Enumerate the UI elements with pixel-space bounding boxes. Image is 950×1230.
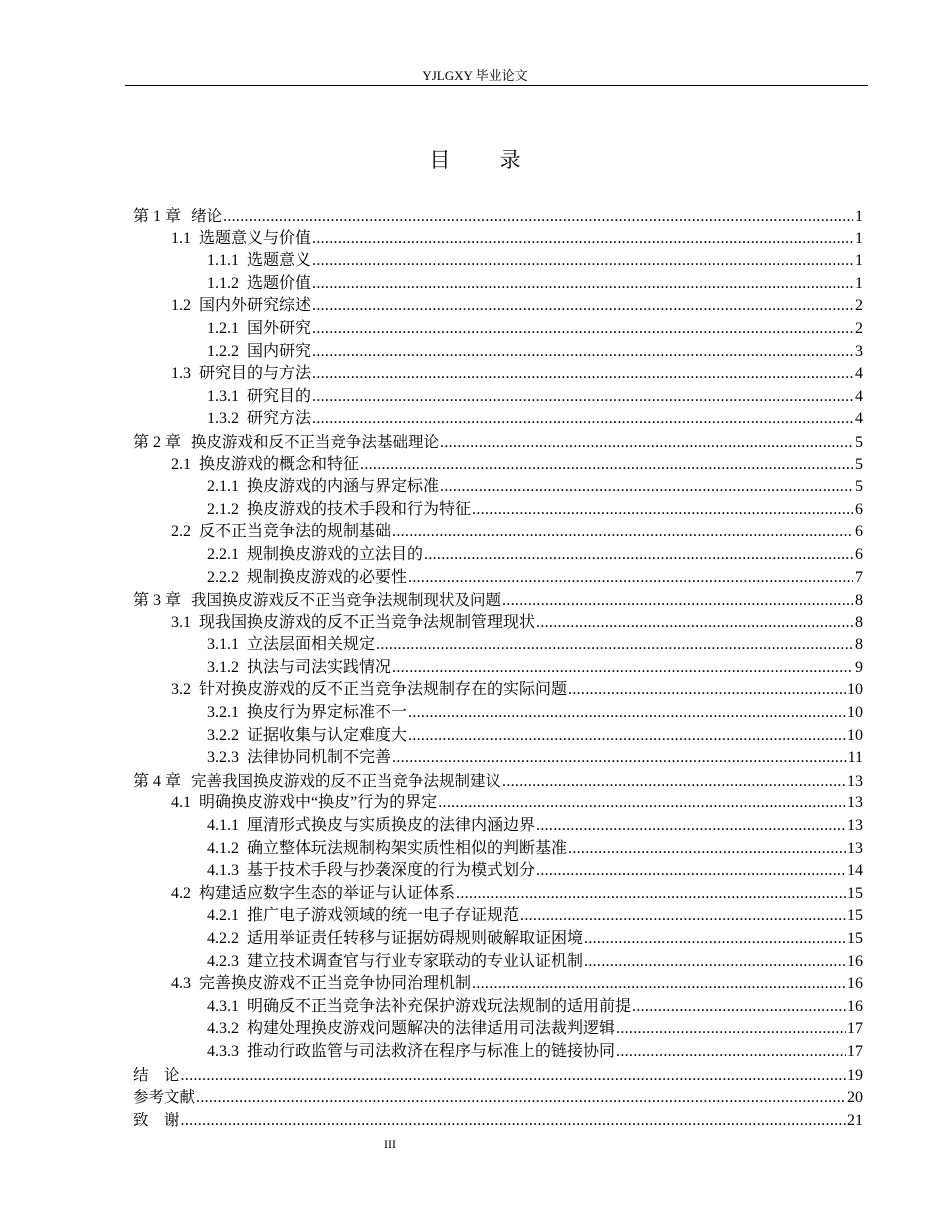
- toc-dot-leader: [440, 476, 853, 499]
- toc-dot-leader: [312, 318, 853, 341]
- toc-entry-title: 选题价值: [247, 274, 312, 292]
- toc-entry[interactable]: [133, 318, 863, 341]
- toc-entry[interactable]: [133, 612, 863, 635]
- toc-entry-title: 反不正当竞争法的规制基础: [199, 523, 392, 541]
- toc-dot-leader: [360, 454, 853, 477]
- toc-dot-leader: [472, 499, 853, 522]
- toc-entry-page: 1: [855, 252, 863, 270]
- toc-dot-leader: [536, 612, 853, 635]
- toc-entry-number: 4.1.1: [207, 817, 239, 835]
- toc-entry[interactable]: [133, 1018, 863, 1041]
- toc-entry-number: 3.2.1: [207, 704, 239, 722]
- toc-entry[interactable]: [133, 386, 863, 409]
- toc-dot-leader: [568, 838, 846, 861]
- toc-dot-leader: [502, 590, 853, 613]
- toc-entry[interactable]: [133, 725, 863, 748]
- toc-entry[interactable]: [133, 747, 863, 770]
- toc-dot-leader: [392, 747, 847, 770]
- toc-entry-page: 4: [855, 365, 863, 383]
- toc-entry[interactable]: [133, 951, 863, 974]
- toc-entry-page: 2: [855, 319, 863, 337]
- toc-dot-leader: [584, 928, 846, 951]
- toc-dot-leader: [181, 1065, 846, 1088]
- toc-entry[interactable]: [133, 408, 863, 431]
- toc-entry-page: 13: [847, 794, 863, 812]
- toc-entry[interactable]: [133, 521, 863, 544]
- toc-entry-page: 2: [855, 297, 863, 315]
- toc-entry-title: 构建适应数字生态的举证与认证体系: [199, 884, 456, 902]
- toc-entry-number: 2.2: [171, 523, 191, 541]
- toc-entry[interactable]: [133, 567, 863, 590]
- toc-entry-title: 推广电子游戏领域的统一电子存证规范: [247, 907, 520, 925]
- toc-entry-title: 厘清形式换皮与实质换皮的法律内涵边界: [247, 817, 536, 835]
- toc-entry-page: 15: [847, 930, 863, 947]
- toc-entry-number: 2.1: [171, 455, 191, 473]
- toc-entry-title: 基于技术手段与抄袭深度的行为模式划分: [247, 862, 536, 880]
- toc-entry[interactable]: [133, 792, 863, 815]
- toc-entry-title: 绪论: [191, 207, 223, 225]
- toc-dot-leader: [440, 432, 853, 455]
- toc-entry-page: 1: [855, 208, 863, 225]
- toc-entry-page: 8: [855, 592, 863, 610]
- toc-entry-number: 1.3.1: [207, 387, 239, 405]
- toc-entry-title: 参考文献: [133, 1088, 196, 1107]
- toc-dot-leader: [536, 815, 846, 838]
- toc-entry-title: 确立整体玩法规制构架实质性相似的判断基准: [247, 839, 568, 857]
- toc-entry-number: 3.1.1: [207, 636, 239, 654]
- toc-entry-page: 10: [847, 681, 863, 699]
- toc-dot-leader: [181, 1110, 846, 1133]
- toc-dot-leader: [223, 206, 853, 229]
- toc-entry-title: 换皮游戏的内涵与界定标准: [247, 478, 440, 496]
- toc-entry[interactable]: [133, 702, 863, 725]
- toc-dot-leader: [632, 996, 846, 1019]
- toc-entry[interactable]: [133, 228, 863, 251]
- toc-entry-page: 19: [847, 1066, 863, 1084]
- toc-entry-title: 针对换皮游戏的反不正当竞争法规制存在的实际问题: [199, 681, 568, 699]
- toc-dot-leader: [312, 386, 853, 409]
- toc-entry-page: 17: [847, 1020, 863, 1038]
- toc-dot-leader: [312, 228, 853, 251]
- toc-entry-title: 换皮游戏和反不正当竞争法基础理论: [191, 432, 440, 451]
- toc-dot-leader: [438, 792, 846, 815]
- toc-entry-number: 4.2: [171, 884, 191, 902]
- toc-entry-number: 1.1.1: [207, 252, 239, 270]
- toc-entry-number: 4.1: [171, 794, 191, 812]
- toc-entry[interactable]: [133, 250, 863, 273]
- toc-entry[interactable]: [133, 341, 863, 364]
- toc-entry-title: 规制换皮游戏的立法目的: [247, 545, 424, 563]
- toc-entry-title: 国内外研究综述: [199, 297, 312, 315]
- toc-dot-leader: [408, 702, 846, 725]
- toc-dot-leader: [312, 273, 853, 296]
- toc-entry-title: 推动行政监管与司法救济在程序与标准上的链接协同: [247, 1042, 616, 1060]
- toc-entry-title: 换皮游戏的技术手段和行为特征: [247, 500, 472, 518]
- toc-entry-page: 17: [847, 1042, 863, 1060]
- toc-entry-number: 1.3.2: [207, 410, 239, 428]
- toc-entry-title: 换皮行为界定标准不一: [247, 704, 408, 722]
- toc-dot-leader: [392, 521, 853, 544]
- toc-entry-title: 构建处理换皮游戏问题解决的法律适用司法裁判逻辑: [247, 1020, 616, 1038]
- toc-entry-title: 选题意义: [247, 252, 312, 270]
- toc-entry-title: 选题意义与价值: [199, 229, 312, 247]
- toc-dot-leader: [196, 1087, 846, 1110]
- toc-entry-number: 3.1: [171, 613, 191, 631]
- toc-entry-number: 3.2.3: [207, 749, 239, 767]
- toc-dot-leader: [520, 905, 846, 928]
- toc-entry-title: 执法与司法实践情况: [247, 658, 392, 676]
- page-number: III: [384, 1137, 396, 1151]
- toc-dot-leader: [312, 250, 853, 273]
- toc-dot-leader: [616, 1041, 846, 1064]
- toc-entry-title: 规制换皮游戏的必要性: [247, 568, 408, 586]
- toc-entry-number: 3.2: [171, 681, 191, 699]
- toc-entry[interactable]: [133, 883, 863, 906]
- toc-entry-title: 适用举证责任转移与证据妨碍规则破解取证困境: [247, 930, 584, 947]
- toc-entry-number: 1.2.1: [207, 319, 239, 337]
- toc-entry[interactable]: [133, 657, 863, 680]
- toc-entry-number: 4.3.1: [207, 997, 239, 1015]
- toc-entry-page: 6: [855, 545, 863, 563]
- toc-dot-leader: [376, 634, 853, 657]
- toc-entry-number: 1.2: [171, 297, 191, 315]
- toc-entry-page: 8: [855, 636, 863, 654]
- toc-entry-page: 5: [855, 478, 863, 496]
- toc-entry-page: 13: [847, 772, 863, 790]
- toc-entry[interactable]: [133, 815, 863, 838]
- toc-entry-number: 1.1: [171, 229, 191, 247]
- toc-entry-title: 结 论: [133, 1065, 180, 1084]
- running-header: YJLGXY 毕业论文: [422, 68, 528, 83]
- toc-entry-number: 2.1.1: [207, 478, 239, 496]
- toc-entry-number: 3.2.2: [207, 726, 239, 744]
- toc-entry-number: 第 3 章: [133, 592, 182, 610]
- toc-dot-leader: [568, 679, 846, 702]
- toc-entry-page: 21: [847, 1111, 863, 1129]
- toc-dot-leader: [408, 567, 853, 590]
- toc-entry[interactable]: [133, 431, 863, 454]
- toc-entry[interactable]: [133, 770, 863, 793]
- toc-entry-page: 15: [847, 907, 863, 925]
- toc-entry[interactable]: [133, 634, 863, 657]
- toc-entry-number: 第 1 章: [133, 208, 182, 225]
- toc-entry-number: 4.2.2: [207, 930, 239, 947]
- toc-entry-page: 1: [855, 274, 863, 292]
- toc-entry-page: 4: [855, 387, 863, 405]
- toc-entry-title: 我国换皮游戏反不正当竞争法规制现状及问题: [191, 591, 502, 610]
- toc-dot-leader: [312, 295, 853, 318]
- toc-entry-page: 9: [855, 658, 863, 676]
- toc-entry-page: 6: [855, 523, 863, 541]
- toc-entry-page: 8: [855, 613, 863, 631]
- toc-entry-page: 5: [855, 433, 863, 451]
- toc-entry-number: 4.2.1: [207, 907, 239, 925]
- toc-entry-number: 2.2.1: [207, 545, 239, 563]
- toc-entry-number: 第 2 章: [133, 433, 182, 451]
- toc-entry-title: 明确反不正当竞争法补充保护游戏玩法规制的适用前提: [247, 997, 632, 1015]
- toc-entry-number: 第 4 章: [133, 772, 182, 790]
- toc-entry-number: 3.1.2: [207, 658, 239, 676]
- toc-dot-leader: [502, 771, 846, 794]
- toc-entry-page: 16: [847, 952, 863, 970]
- table-of-contents: [133, 205, 863, 1131]
- toc-entry[interactable]: [133, 454, 863, 477]
- toc-entry-page: 6: [855, 500, 863, 518]
- toc-entry-title: 换皮游戏的概念和特征: [199, 455, 360, 473]
- toc-entry-title: 致 谢: [133, 1110, 180, 1129]
- toc-entry-number: 4.2.3: [207, 952, 239, 970]
- toc-entry-number: 1.1.2: [207, 274, 239, 292]
- toc-entry-number: 1.3: [171, 365, 191, 383]
- toc-entry[interactable]: [133, 928, 863, 951]
- toc-entry-number: 4.3.2: [207, 1020, 239, 1038]
- toc-entry[interactable]: [133, 544, 863, 567]
- toc-entry[interactable]: [133, 273, 863, 296]
- toc-dot-leader: [408, 725, 846, 748]
- toc-entry-number: 4.1.2: [207, 839, 239, 857]
- toc-entry[interactable]: [133, 973, 863, 996]
- toc-entry-page: 4: [855, 410, 863, 428]
- toc-entry[interactable]: [133, 499, 863, 522]
- toc-dot-leader: [392, 657, 853, 680]
- toc-entry-page: 5: [855, 455, 863, 473]
- toc-entry-number: 1.2.2: [207, 342, 239, 360]
- toc-entry-title: 国内研究: [247, 342, 312, 360]
- page-title: 目 录: [429, 148, 543, 172]
- toc-entry[interactable]: [133, 589, 863, 612]
- toc-entry-title: 研究目的与方法: [199, 365, 312, 383]
- toc-dot-leader: [616, 1018, 846, 1041]
- toc-entry-title: 明确换皮游戏中“换皮”行为的界定: [199, 794, 438, 812]
- toc-dot-leader: [312, 363, 853, 386]
- header-divider: [125, 85, 868, 86]
- toc-entry[interactable]: [133, 905, 863, 928]
- toc-dot-leader: [424, 544, 853, 567]
- toc-entry-page: 10: [847, 704, 863, 722]
- toc-entry[interactable]: [133, 476, 863, 499]
- toc-entry[interactable]: [133, 295, 863, 318]
- toc-entry-page: 13: [847, 839, 863, 857]
- toc-entry[interactable]: [133, 1041, 863, 1064]
- toc-entry-number: 2.2.2: [207, 568, 239, 586]
- toc-dot-leader: [312, 341, 853, 364]
- toc-dot-leader: [536, 860, 846, 883]
- toc-entry-page: 10: [847, 726, 863, 744]
- toc-entry-page: 13: [847, 817, 863, 835]
- toc-entry-page: 11: [847, 749, 863, 767]
- toc-entry[interactable]: [133, 860, 863, 883]
- toc-entry-title: 完善我国换皮游戏的反不正当竞争法规制建议: [191, 771, 502, 790]
- toc-entry-page: 7: [855, 568, 863, 586]
- toc-entry-number: 2.1.2: [207, 500, 239, 518]
- toc-entry[interactable]: [133, 1109, 863, 1132]
- toc-entry[interactable]: [133, 679, 863, 702]
- toc-dot-leader: [456, 883, 846, 906]
- toc-entry-title: 完善换皮游戏不正当竞争协同治理机制: [199, 975, 472, 993]
- toc-entry-title: 建立技术调查官与行业专家联动的专业认证机制: [247, 952, 584, 970]
- toc-entry-number: 4.3: [171, 975, 191, 993]
- toc-entry[interactable]: [133, 1064, 863, 1087]
- toc-entry[interactable]: [133, 363, 863, 386]
- toc-entry[interactable]: [133, 205, 863, 228]
- toc-entry-page: 20: [847, 1089, 863, 1107]
- toc-entry-title: 证据收集与认定难度大: [247, 726, 408, 744]
- toc-entry-title: 研究方法: [247, 410, 312, 428]
- toc-entry[interactable]: [133, 1086, 863, 1109]
- toc-entry-page: 14: [847, 862, 863, 880]
- toc-entry-page: 3: [855, 342, 863, 360]
- toc-entry-title: 法律协同机制不完善: [247, 749, 392, 767]
- toc-dot-leader: [472, 973, 846, 996]
- toc-entry-page: 16: [847, 975, 863, 993]
- toc-entry-page: 1: [855, 229, 863, 247]
- toc-entry-title: 国外研究: [247, 319, 312, 337]
- toc-entry-number: 4.3.3: [207, 1042, 239, 1060]
- toc-entry-number: 4.1.3: [207, 862, 239, 880]
- toc-entry-title: 研究目的: [247, 387, 312, 405]
- toc-entry-page: 15: [847, 884, 863, 902]
- toc-entry[interactable]: [133, 996, 863, 1019]
- toc-dot-leader: [312, 408, 853, 431]
- toc-entry-title: 现我国换皮游戏的反不正当竞争法规制管理现状: [199, 613, 536, 631]
- toc-entry[interactable]: [133, 838, 863, 861]
- toc-entry-title: 立法层面相关规定: [247, 636, 376, 654]
- toc-dot-leader: [584, 951, 846, 974]
- toc-entry-page: 16: [847, 997, 863, 1015]
